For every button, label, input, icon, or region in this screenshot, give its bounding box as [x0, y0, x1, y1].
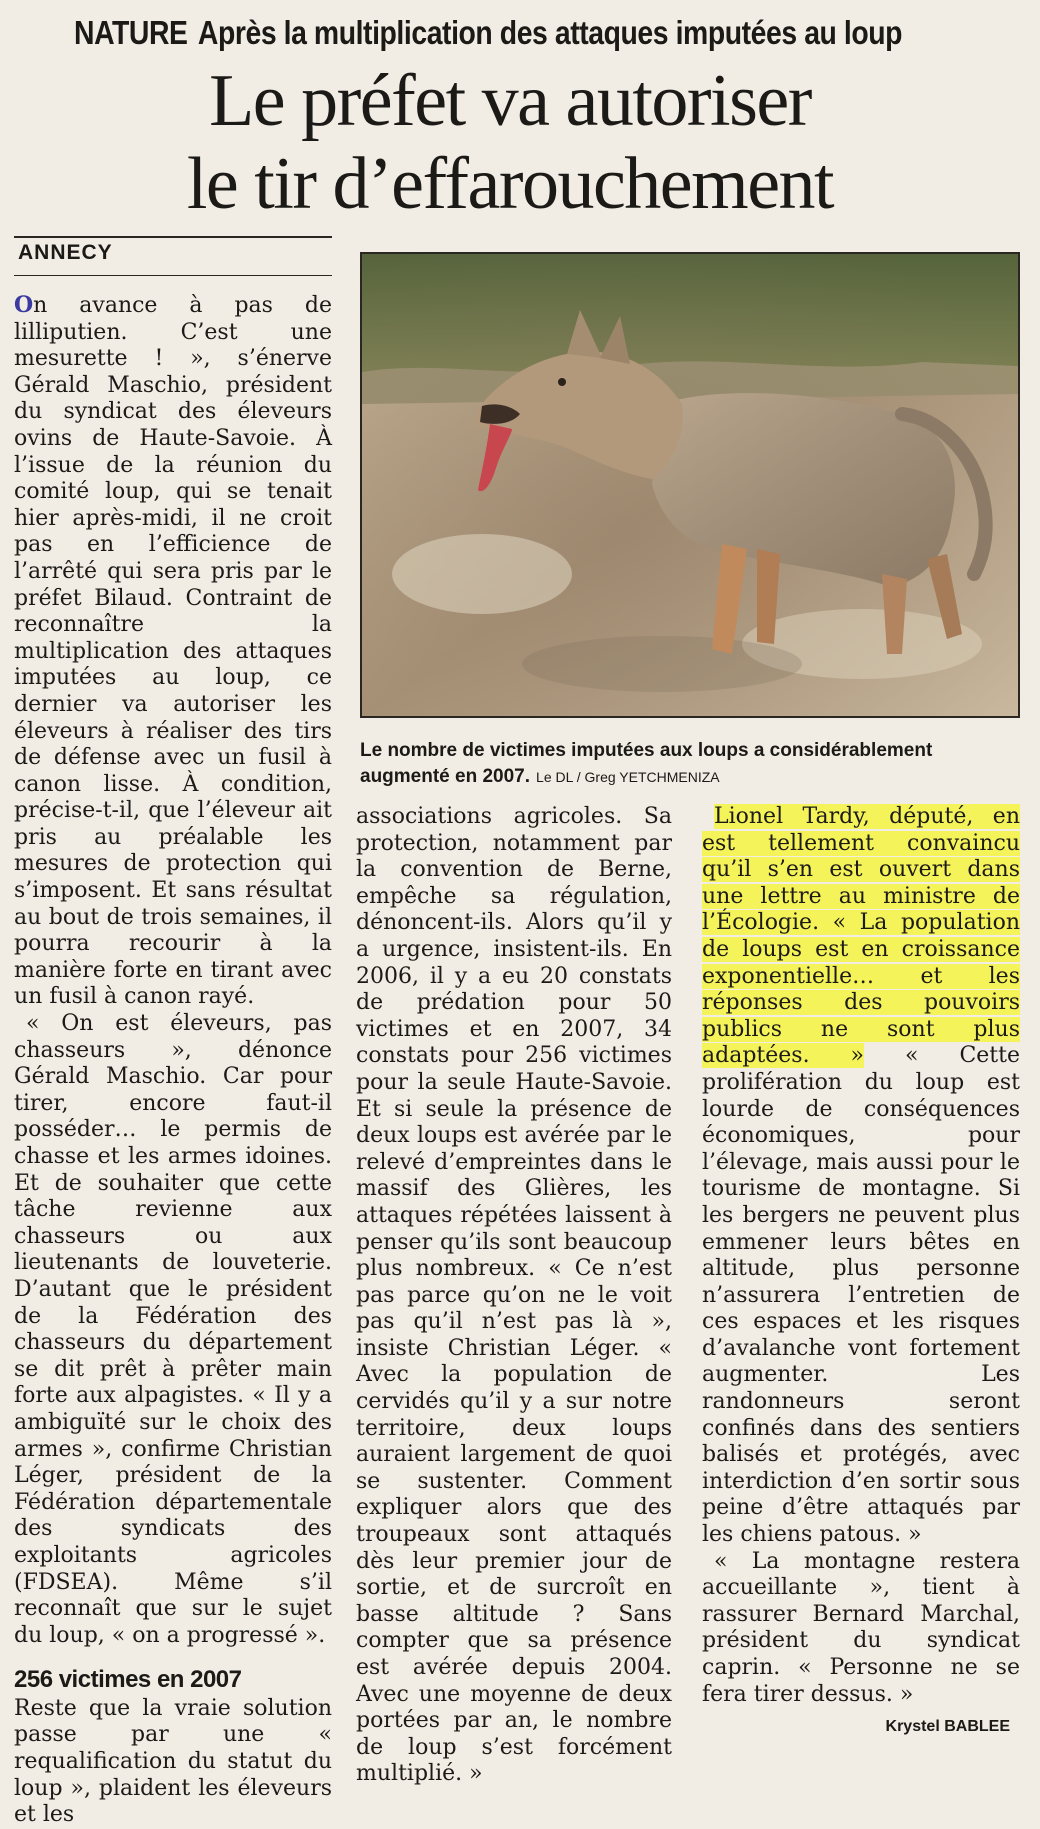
photo-caption [360, 738, 1020, 790]
col3-paragraph-1 [702, 804, 1020, 1549]
headline-line-1: Le préfet va autoriser [209, 60, 811, 142]
subhead: 256 victimes en 2007 [14, 1666, 242, 1694]
article-column-2 [356, 804, 672, 1788]
headline [60, 60, 960, 226]
col3-paragraph-1-rest: « Cette prolifération du loup est lourde de conséquences économiques, pour l’élevage, mais aussi pour le tourisme de montagne. Si les bergers ne peuvent plus emmener leurs bêtes en altitude, plus personne n’assurera l’entretien de ces espaces et les risques d’avalanche vont fortement augmenter. Les randonneurs seront confinés dans des sentiers balisés et protégés, avec interdiction d’en sortir sous peine d’être attaqués par les chiens patous. » [702, 1043, 1020, 1548]
kicker-subtitle: Après la multiplication des attaques imputées au loup [197, 14, 903, 51]
headline-line-2: le tir d’effarouchement [186, 143, 834, 225]
dateline-rule-bottom [14, 275, 332, 276]
article-column-1 [14, 292, 332, 1829]
kicker [74, 14, 903, 52]
photo-credit: Le DL / Greg YETCHMENIZA [536, 769, 720, 785]
byline-last-name: BABLEE [944, 1718, 1010, 1735]
col3-paragraph-2: « La montagne restera accueillante », tient à rassurer Bernard Marchal, président du syndicat caprin. « Personne ne se fera tirer dessus. » [702, 1548, 1020, 1707]
col2-paragraph-1: associations agricoles. Sa protection, notamment par la convention de Berne, empêche sa régulation, dénoncent-ils. Alors qu’il y a urgence, insistent-ils. En 2006, il y a eu 20 constats de prédation pour 50 victimes et en 2007, 34 constats pour 256 victimes pour la seule Haute-Savoie. Et si seule la présence de deux loups est avérée par le relevé d’empreintes dans le massif des Glières, les attaques répétées laissent à penser qu’ils sont beaucoup plus nombreux. « Ce n’est pas parce qu’on ne le voit pas qu’il n’est pas là », insiste Christian Léger. « Avec la population de cervidés qu’il y a sur notre territoire, deux loups auraient largement de quoi se sustenter. Comment expliquer alors que des troupeaux sont attaqués dès leur premier jour de sortie, et de surcroît en basse altitude ? Sans compter que sa présence est avérée depuis 2004. Avec une moyenne de deux portées par an, le nombre de loup s’est forcément multiplié. » [356, 804, 672, 1787]
col1-paragraph-1 [14, 292, 332, 1011]
byline [886, 1718, 1010, 1736]
initial-letter: O [14, 292, 34, 318]
col1-paragraph-2: « On est éleveurs, pas chasseurs », dénonce Gérald Maschio. Car pour tirer, encore faut-il posséder… le permis de chasse et les armes idoines. Et de souhaiter que cette tâche revienne aux chasseurs ou aux lieutenants de louveterie. D’autant que le président de la Fédération des chasseurs du département se dit prêt à prêter main forte aux alpagistes. « Il y a ambiguïté sur le choix des armes », confirme Christian Léger, président de la Fédération départementale des syndicats des exploitants agricoles (FDSEA). Même s’il reconnaît que sur le sujet du loup, « on a progressé ». [14, 1011, 332, 1648]
caption-text: Le nombre de victimes imputées aux loups a considérablement augmenté en 2007. [360, 740, 933, 787]
dateline-rule-top [14, 236, 332, 238]
wolf-image [362, 254, 1018, 716]
byline-first-name: Krystel [885, 1718, 940, 1735]
col1-paragraph-1-text: n avance à pas de lilliputien. C’est une mesurette ! », s’énerve Gérald Maschio, président du syndicat des éleveurs ovins de Haute-Savoie. À l’issue de la réunion du comité loup, qui se tenait hier après-midi, il ne croit pas en l’efficience de l’arrêté qui sera pris par le préfet Bilaud. Contraint de reconnaître la multiplication des attaques imputées au loup, ce dernier va autoriser les éleveurs à réaliser des tirs de défense avec un fusil à canon lisse. À condition, précise-t-il, que l’éleveur ait pris au préalable les mesures de protection qui s’imposent. Et sans résultat au bout de trois semaines, il pourra recourir à la manière forte en tirant avec un fusil à canon rayé. [14, 293, 332, 1010]
article-column-3 [702, 804, 1020, 1708]
highlighted-quote: Lionel Tardy, député, en est tellement convaincu qu’il s’en est ouvert dans une lettre au ministre de l’Écologie. « La population de loups est en croissance exponentielle… et les réponses des pouvoirs publics ne sont plus adaptées. » [702, 804, 1020, 1069]
col1-paragraph-3: Reste que la vraie solution passe par une « requalification du statut du loup », plaident les éleveurs et les [14, 1695, 332, 1828]
wolf-photo [360, 252, 1020, 718]
dateline: ANNECY [18, 241, 113, 264]
section-tag: NATURE [74, 14, 188, 51]
